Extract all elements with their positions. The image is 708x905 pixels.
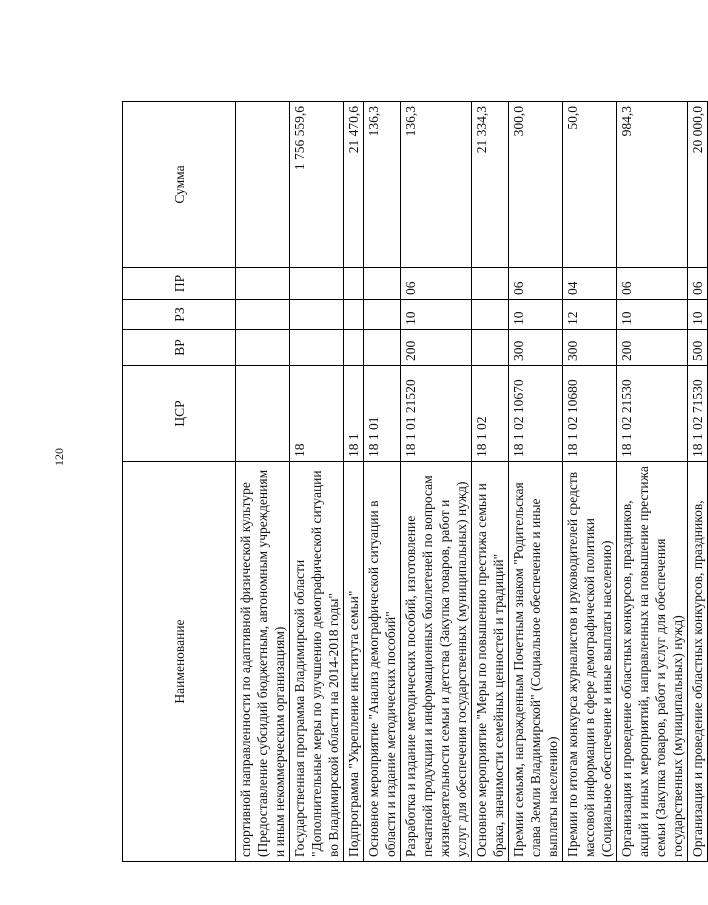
- cell-name: Разработка и издание методических пособий, изготовление печатной продукции и информационных бюллетеней по вопросам жизнедеятельности семьи и детства (Закупка товаров, работ и услуг для обеспечения государственных (муниципальных) нужд): [401, 462, 472, 862]
- cell-csr: 18 1 02 21530: [617, 366, 688, 462]
- cell-rz: 10: [401, 300, 472, 330]
- cell-rz: 10: [688, 300, 708, 330]
- cell-name: Основное мероприятие "Меры по повышению престижа семьи и брака, значимости семейных ценностей и традиций": [472, 462, 509, 862]
- table-row: [344, 102, 364, 862]
- cell-sum: 21 334,3: [472, 102, 509, 268]
- cell-pr: [236, 268, 290, 300]
- cell-name: Государственная программа Владимирской области "Дополнительные меры по улучшению демографической ситуации во Владимирской области на 2014-2018 годы": [290, 462, 344, 862]
- cell-csr: 18 1 01: [364, 366, 401, 462]
- page-number: 120: [52, 448, 66, 466]
- cell-rz: 12: [563, 300, 617, 330]
- cell-pr: 06: [688, 268, 708, 300]
- cell-vr: [472, 330, 509, 366]
- cell-rz: [236, 300, 290, 330]
- cell-pr: 06: [509, 268, 563, 300]
- header-pr: ПР: [123, 268, 236, 300]
- cell-sum: 21 470,6: [344, 102, 364, 268]
- header-sum: Сумма: [123, 102, 236, 268]
- cell-pr: [364, 268, 401, 300]
- cell-csr: 18 1 02: [472, 366, 509, 462]
- cell-sum: [236, 102, 290, 268]
- cell-rz: [290, 300, 344, 330]
- cell-vr: 500: [688, 330, 708, 366]
- cell-rz: 10: [617, 300, 688, 330]
- cell-pr: 06: [401, 268, 472, 300]
- header-rz: РЗ: [123, 300, 236, 330]
- cell-csr: 18 1 02 71530: [688, 366, 708, 462]
- cell-pr: [290, 268, 344, 300]
- header-vr: ВР: [123, 330, 236, 366]
- cell-csr: 18 1 02 10670: [509, 366, 563, 462]
- cell-sum: 1 756 559,6: [290, 102, 344, 268]
- table-row: [401, 102, 472, 862]
- cell-vr: 200: [617, 330, 688, 366]
- cell-vr: [344, 330, 364, 366]
- table-row: [509, 102, 563, 862]
- table-row: [688, 102, 708, 862]
- cell-vr: [290, 330, 344, 366]
- table-row: [617, 102, 688, 862]
- table-row: [364, 102, 401, 862]
- cell-pr: 04: [563, 268, 617, 300]
- header-name: Наименование: [123, 462, 236, 862]
- cell-csr: [236, 366, 290, 462]
- cell-pr: [472, 268, 509, 300]
- cell-csr: 18 1 02 10680: [563, 366, 617, 462]
- cell-sum: 20 000,0: [688, 102, 708, 268]
- cell-vr: [236, 330, 290, 366]
- table-header-row: [123, 102, 236, 862]
- rotated-page: [122, 102, 705, 862]
- cell-pr: 06: [617, 268, 688, 300]
- cell-csr: 18 1: [344, 366, 364, 462]
- table-row: [290, 102, 344, 862]
- cell-name: Организация и проведение областных конкурсов, праздников, акций и иных мероприятий, направленных на повышение престижа семьи (Закупка товаров, работ и услуг для обеспечения государственных (муниципальных) нужд): [617, 462, 688, 862]
- cell-rz: [344, 300, 364, 330]
- cell-rz: 10: [509, 300, 563, 330]
- cell-vr: 200: [401, 330, 472, 366]
- table-row: [236, 102, 290, 862]
- cell-name: спортивной направленности по адаптивной физической культуре (Предоставление субсидий бюджетным, автономным учреждениям и иным некоммерческим организациям): [236, 462, 290, 862]
- cell-rz: [472, 300, 509, 330]
- cell-pr: [344, 268, 364, 300]
- cell-sum: 50,0: [563, 102, 617, 268]
- cell-sum: 300,0: [509, 102, 563, 268]
- cell-name: Премии семьям, награжденным Почетным знаком "Родительская слава Земли Владимирской" (Социальное обеспечение и иные выплаты населению): [509, 462, 563, 862]
- cell-name: Премии по итогам конкурса журналистов и руководителей средств массовой информации в сфере демографической политики (Социальное обеспечение и иные выплаты населению): [563, 462, 617, 862]
- cell-name: Организация и проведение областных конкурсов, праздников,: [688, 462, 708, 862]
- header-csr: ЦСР: [123, 366, 236, 462]
- cell-sum: 136,3: [364, 102, 401, 268]
- cell-name: Основное мероприятие "Анализ демографической ситуации в области и издание методических пособий": [364, 462, 401, 862]
- cell-sum: 984,3: [617, 102, 688, 268]
- cell-vr: [364, 330, 401, 366]
- cell-vr: 300: [509, 330, 563, 366]
- cell-name: Подпрограмма "Укрепление института семьи": [344, 462, 364, 862]
- cell-vr: 300: [563, 330, 617, 366]
- cell-csr: 18 1 01 21520: [401, 366, 472, 462]
- cell-rz: [364, 300, 401, 330]
- cell-sum: 136,3: [401, 102, 472, 268]
- budget-table: [122, 101, 708, 862]
- table-row: [563, 102, 617, 862]
- cell-csr: 18: [290, 366, 344, 462]
- table-row: [472, 102, 509, 862]
